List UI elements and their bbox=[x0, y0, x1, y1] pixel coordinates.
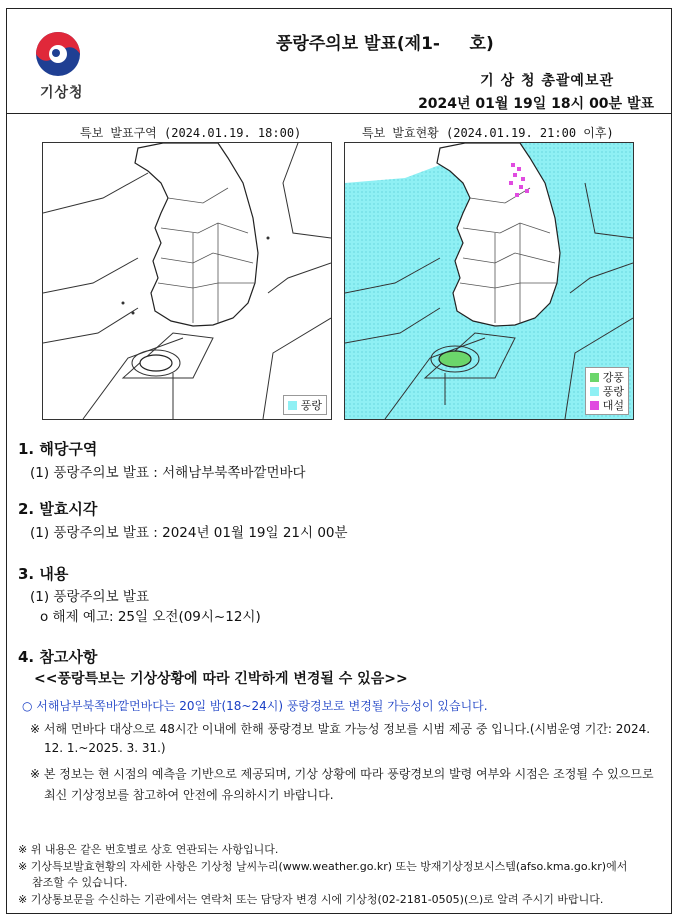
footer-note: ※ 위 내용은 같은 번호별로 상호 연관되는 사항입니다. bbox=[18, 843, 279, 856]
legend-swatch bbox=[288, 401, 297, 410]
note-text: ※ 서해 먼바다 대상으로 48시간 이내에 한해 풍랑경보 발효 가능성 정보를 시범 제공 중 입니다.(시범운영 기간: 2024. bbox=[30, 722, 651, 736]
left-map-caption: 특보 발표구역 (2024.01.19. 18:00) bbox=[80, 126, 302, 140]
legend-swatch bbox=[590, 387, 599, 396]
footer-note: ※ 기상특보발효현황의 자세한 사항은 기상청 날씨누리(www.weather.go.kr) 또는 방재기상정보시스템(afso.kma.go.kr)에서 bbox=[18, 860, 628, 873]
left-map-legend bbox=[283, 395, 327, 415]
issued-time: 2024년 01월 19일 18시 00분 발표 bbox=[418, 96, 654, 112]
notice-text: <<풍랑특보는 기상상황에 따라 긴박하게 변경될 수 있음>> bbox=[34, 671, 408, 687]
legend-swatch bbox=[590, 401, 599, 410]
note-text: 최신 기상정보를 참고하여 안전에 유의하시기 바랍니다. bbox=[44, 788, 334, 802]
legend-label: 풍랑 bbox=[602, 385, 624, 398]
document-title: 풍랑주의보 발표(제1- 호) bbox=[276, 34, 494, 54]
section-title: 4. 참고사항 bbox=[18, 648, 98, 666]
right-map bbox=[344, 142, 634, 420]
legend-label: 대설 bbox=[602, 399, 624, 412]
section-line: (1) 풍랑주의보 발표 bbox=[30, 589, 149, 605]
right-map-legend bbox=[585, 367, 629, 415]
legend-swatch bbox=[590, 373, 599, 382]
section-line: (1) 풍랑주의보 발표 : 2024년 01월 19일 21시 00분 bbox=[30, 525, 348, 541]
footer-note: ※ 기상통보문을 수신하는 기관에서는 연락처 또는 담당자 변경 시에 기상청(02-2181-0505)(으)로 알려 주시기 바랍니다. bbox=[18, 893, 604, 906]
legend-label: 풍랑 bbox=[300, 399, 322, 412]
section-title: 1. 해당구역 bbox=[18, 440, 98, 458]
right-map-caption: 특보 발효현황 (2024.01.19. 21:00 이후) bbox=[362, 126, 614, 140]
legend-label: 강풍 bbox=[602, 371, 624, 384]
section-line: (1) 풍랑주의보 발표 : 서해남부북쪽바깥먼바다 bbox=[30, 465, 306, 481]
footer-note: 참조할 수 있습니다. bbox=[32, 876, 128, 889]
note-text: 12. 1.~2025. 3. 31.) bbox=[44, 741, 166, 755]
issuer: 기 상 청 총괄예보관 bbox=[480, 73, 614, 89]
note-text: ※ 본 정보는 현 시점의 예측을 기반으로 제공되며, 기상 상황에 따라 풍랑경보의 발령 여부와 시점은 조정될 수 있으므로 bbox=[30, 767, 654, 781]
section-title: 3. 내용 bbox=[18, 565, 69, 583]
section-title: 2. 발효시각 bbox=[18, 500, 98, 518]
left-map-svg bbox=[43, 143, 331, 419]
bullet-text: ○ 서해남부북쪽바깥먼바다는 20일 밤(18~24시) 풍랑경보로 변경될 가능성이 있습니다. bbox=[22, 699, 488, 713]
section-line: o 해제 예고: 25일 오전(09시~12시) bbox=[40, 609, 261, 625]
logo-text: 기상청 bbox=[40, 85, 84, 101]
document-header bbox=[6, 8, 672, 114]
kma-logo-icon bbox=[34, 30, 82, 78]
left-map bbox=[42, 142, 332, 420]
